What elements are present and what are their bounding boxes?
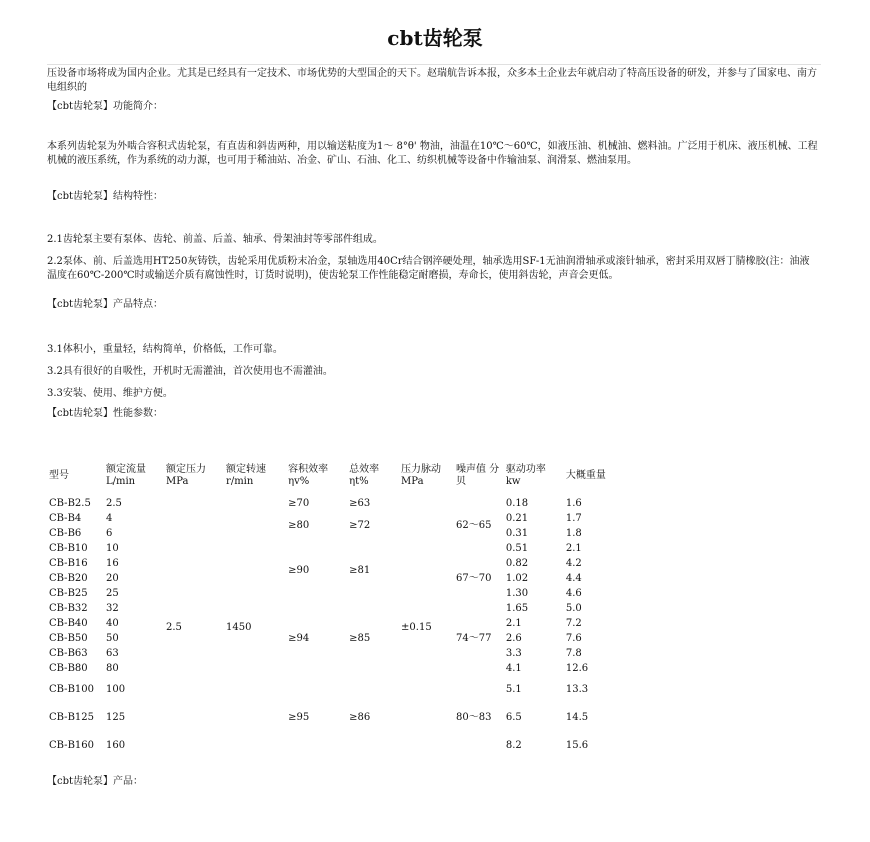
cell-flow: 16	[105, 557, 119, 569]
cell-noise: 74～77	[455, 632, 492, 644]
cell-flow: 63	[105, 647, 119, 659]
features-item-1: 3.1体积小，重量轻，结构简单，价格低，工作可靠。	[47, 344, 283, 355]
table-row	[47, 496, 625, 511]
cell-model: CB-B50	[49, 632, 88, 644]
cell-speed-merged: 1450	[226, 622, 252, 633]
cell-pressure-merged: 2.5	[166, 622, 182, 633]
cell-noise: 67～70	[455, 572, 492, 584]
cell-model: CB-B4	[49, 512, 82, 524]
cell-vol-eff: ≥80	[288, 520, 310, 531]
cell-flow: 160	[105, 740, 126, 751]
features-item-3: 3.3安装、使用、维护方便。	[47, 388, 173, 399]
cell-weight: 13.3	[565, 684, 589, 695]
features-item-2: 3.2具有很好的自吸性，开机时无需灌油，首次使用也不需灌油。	[47, 366, 333, 377]
cell-flow: 4	[105, 512, 113, 524]
cell-total-eff: ≥63	[349, 497, 371, 509]
cell-model: CB-B80	[49, 662, 88, 674]
cell-noise: 62～65	[455, 520, 492, 531]
cell-weight: 7.2	[565, 617, 582, 629]
header-weight: 大概重量	[565, 470, 606, 481]
cell-weight: 15.6	[565, 740, 589, 751]
cell-flow: 40	[105, 617, 119, 629]
cell-power: 8.2	[505, 740, 522, 751]
cell-weight: 4.4	[565, 572, 582, 584]
cell-flow: 80	[105, 662, 119, 674]
header-power: 驱动功率 kw	[505, 464, 546, 487]
cell-model: CB-B125	[49, 712, 94, 723]
cell-weight: 1.7	[565, 512, 582, 524]
cell-vol-eff: ≥94	[288, 632, 310, 644]
cell-model: CB-B6	[49, 527, 82, 539]
cell-power: 0.82	[505, 557, 529, 569]
title-divider	[47, 64, 821, 65]
cell-weight: 7.8	[565, 647, 582, 659]
cell-vol-eff: ≥90	[288, 565, 310, 576]
cell-model: CB-B160	[49, 740, 94, 751]
table-row	[47, 511, 625, 526]
cell-flow: 100	[105, 684, 126, 695]
cell-power: 5.1	[505, 684, 522, 695]
cell-model: CB-B20	[49, 572, 88, 584]
table-header-row	[47, 456, 625, 496]
cell-model: CB-B2.5	[49, 497, 91, 509]
cell-weight: 5.0	[565, 602, 582, 614]
cell-vol-eff: ≥95	[288, 712, 310, 723]
cell-weight: 4.2	[565, 557, 582, 569]
cell-model: CB-B63	[49, 647, 88, 659]
structure-heading: 【cbt齿轮泵】结构特性：	[47, 191, 164, 202]
function-paragraph: 本系列齿轮泵为外啮合容积式齿轮泵，有直齿和斜齿两种，用以输送粘度为1～ 8°θ' 物油，油温在10℃～60℃，如液压油、机械油、燃料油。广泛用于机床、液压机械、工程机械的液压系统，作为系统的动力源，也可用于稀油站、冶金、矿山、石油、化工、纺织机械等设备中作输油泵、润滑泵、燃油泵用。	[47, 141, 818, 166]
header-flow: 额定流量 L/min	[105, 464, 146, 487]
cell-power: 1.02	[505, 572, 529, 584]
cell-vol-eff: ≥70	[288, 497, 310, 509]
cell-weight: 14.5	[565, 712, 589, 723]
header-noise: 噪声值 分贝	[455, 464, 500, 487]
cell-model: CB-B10	[49, 542, 88, 554]
header-pressure: 额定压力 MPa	[166, 464, 207, 487]
cell-power: 1.30	[505, 587, 529, 599]
header-total-eff: 总效率 ηt%	[349, 464, 380, 487]
cell-weight: 1.8	[565, 527, 582, 539]
cell-power: 1.65	[505, 602, 529, 614]
cell-power: 3.3	[505, 647, 522, 659]
header-speed: 额定转速 r/min	[226, 464, 267, 487]
cell-model: CB-B16	[49, 557, 88, 569]
function-heading: 【cbt齿轮泵】功能简介：	[47, 101, 164, 112]
params-heading: 【cbt齿轮泵】性能参数：	[47, 408, 164, 419]
products-heading: 【cbt齿轮泵】产品：	[47, 776, 144, 787]
cell-model: CB-B25	[49, 587, 88, 599]
cell-weight: 12.6	[565, 662, 589, 674]
cell-weight: 1.6	[565, 497, 582, 509]
cell-model: CB-B32	[49, 602, 88, 614]
header-model: 型号	[49, 470, 69, 481]
cell-noise-empty	[454, 496, 504, 511]
cell-total-eff: ≥81	[349, 565, 371, 576]
cell-power: 0.51	[505, 542, 529, 554]
features-heading: 【cbt齿轮泵】产品特点：	[47, 299, 164, 310]
cell-flow: 20	[105, 572, 119, 584]
page-title: cbt齿轮泵	[387, 26, 483, 50]
cell-flow: 25	[105, 587, 119, 599]
cell-total-eff: ≥72	[349, 520, 371, 531]
cell-flow: 32	[105, 602, 119, 614]
cell-power: 6.5	[505, 712, 522, 723]
cell-power: 4.1	[505, 662, 522, 674]
cell-noise-empty	[454, 541, 504, 556]
cell-pulse-merged: ±0.15	[401, 622, 432, 633]
cell-flow: 2.5	[105, 497, 122, 509]
cell-flow: 125	[105, 712, 126, 723]
cell-weight: 2.1	[565, 542, 582, 554]
header-vol-eff: 容积效率 ηv%	[288, 464, 329, 487]
table-row	[47, 541, 625, 556]
cell-weight: 7.6	[565, 632, 582, 644]
cell-flow: 6	[105, 527, 113, 539]
intro-paragraph: 压设备市场将成为国内企业。尤其是已经具有一定技术、市场优势的大型国企的天下。赵瑞航告诉本报，众多本土企业去年就启动了特高压设备的研发，并参与了国家电、南方电组织的	[47, 68, 817, 93]
cell-noise: 80～83	[455, 712, 492, 723]
cell-power: 0.31	[505, 527, 529, 539]
cell-power: 0.21	[505, 512, 529, 524]
cell-model: CB-B100	[49, 684, 94, 695]
structure-item-2: 2.2泵体、前、后盖选用HT250灰铸铁，齿轮采用优质粉末冶金，泵轴选用40Cr结合钢淬硬处理，轴承选用SF-1无油润滑轴承或滚针轴承，密封采用双唇丁腈橡胶(注：油液温度在60℃-200℃时或输送介质有腐蚀性时，订货时说明)，使齿轮泵工作性能稳定耐磨损，寿命长，使用斜齿轮，声音会更低。	[47, 256, 810, 281]
performance-table	[47, 456, 625, 760]
cell-flow: 10	[105, 542, 119, 554]
cell-weight: 4.6	[565, 587, 582, 599]
cell-model: CB-B40	[49, 617, 88, 629]
header-pulse: 压力脉动 MPa	[401, 464, 442, 487]
cell-total-eff: ≥85	[349, 632, 371, 644]
table-row	[47, 676, 625, 704]
cell-power: 2.6	[505, 632, 522, 644]
cell-power: 2.1	[505, 617, 522, 629]
cell-flow: 50	[105, 632, 119, 644]
table-row	[47, 601, 625, 616]
cell-power: 0.18	[505, 497, 529, 509]
structure-item-1: 2.1齿轮泵主要有泵体、齿轮、前盖、后盖、轴承、骨架油封等零部件组成。	[47, 234, 383, 245]
cell-total-eff: ≥86	[349, 712, 371, 723]
